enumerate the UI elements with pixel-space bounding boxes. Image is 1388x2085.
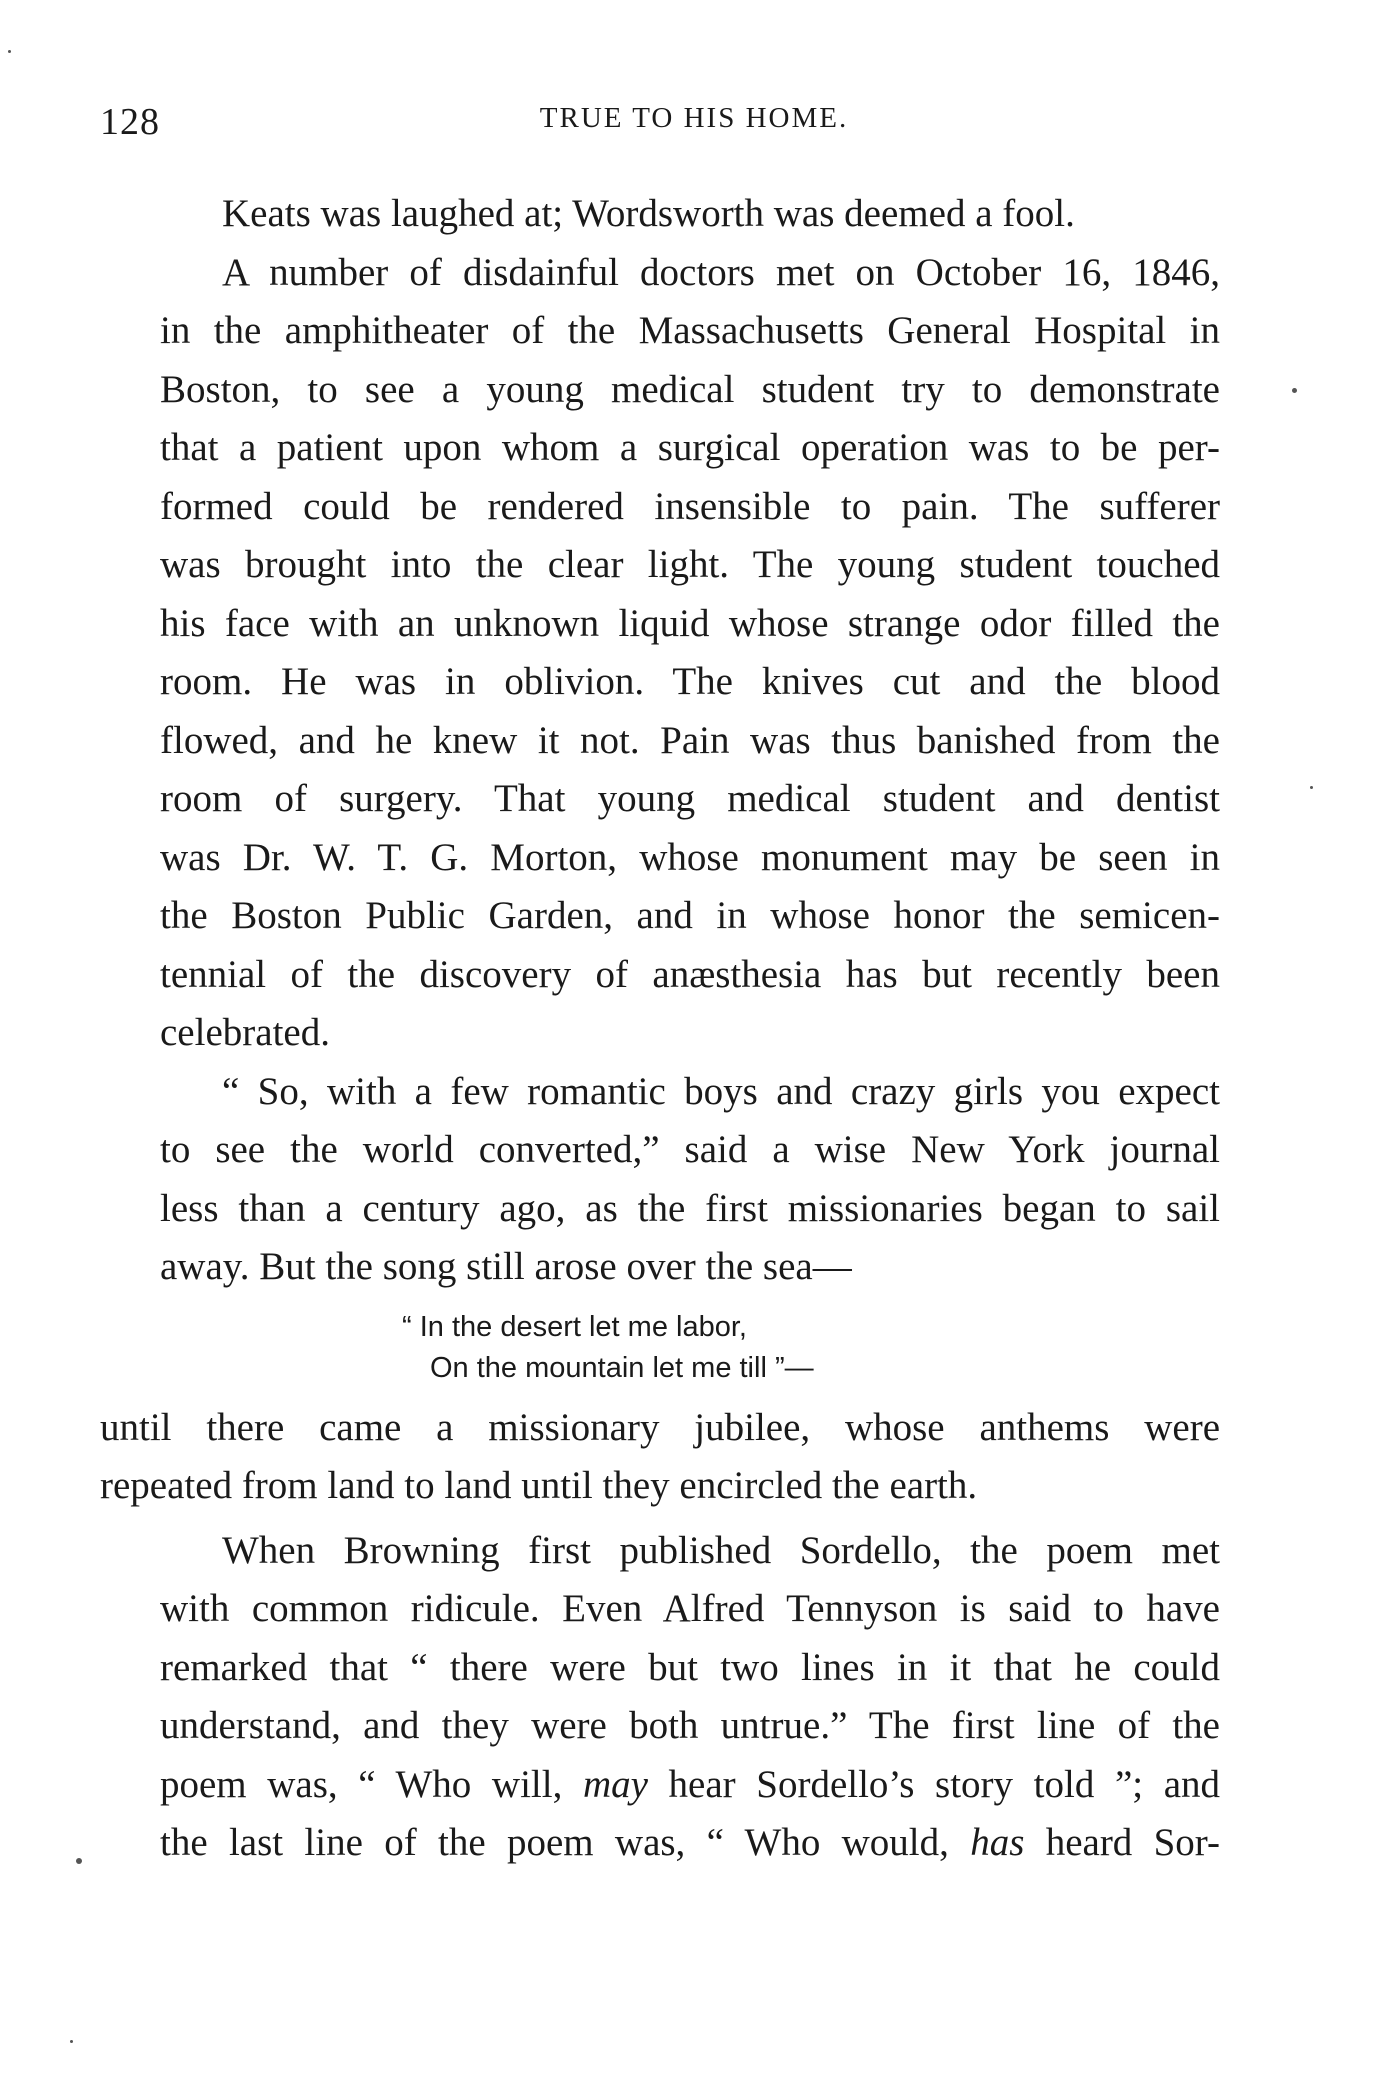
text-line: “ So, with a few romantic boys and crazy girls you expect bbox=[222, 1069, 1220, 1113]
text-line: was Dr. W. T. G. Morton, whose monument may be seen in bbox=[160, 835, 1220, 879]
text-line: the Boston Public Garden, and in whose honor the semicen- bbox=[160, 894, 1220, 937]
text-line: formed could be rendered insensible to pain. The sufferer bbox=[160, 484, 1220, 528]
text-line: Keats was laughed at; Wordsworth was deemed a fool. bbox=[222, 192, 1075, 235]
paragraph-continuation bbox=[100, 1399, 1220, 1516]
text-line: room. He was in oblivion. The knives cut and the blood bbox=[160, 660, 1220, 703]
text-line: in the amphitheater of the Massachusetts General Hospital in bbox=[160, 309, 1220, 352]
text-line: celebrated. bbox=[160, 1011, 330, 1054]
text-line: A number of disdainful doctors met on October 16, 1846, bbox=[222, 250, 1220, 294]
paragraph bbox=[100, 244, 1220, 1063]
text-line: that a patient upon whom a surgical operation was to be per- bbox=[160, 426, 1220, 469]
scan-speck bbox=[8, 50, 11, 53]
page-number: 128 bbox=[100, 101, 160, 143]
italic-word: has bbox=[970, 1821, 1025, 1864]
text-line: his face with an unknown liquid whose strange odor filled the bbox=[160, 601, 1220, 645]
text-line: When Browning first published Sordello, the poem met bbox=[222, 1528, 1220, 1572]
text-run: heard Sor- bbox=[1024, 1821, 1220, 1864]
text-run: the last line of the poem was, “ Who would, bbox=[160, 1821, 971, 1864]
scan-speck bbox=[76, 1858, 82, 1864]
verse-quotation bbox=[100, 1307, 1220, 1389]
text-run: hear Sordello’s story told ”; and bbox=[647, 1762, 1221, 1806]
text-line: away. But the song still arose over the sea— bbox=[160, 1245, 852, 1288]
text-line: Boston, to see a young medical student try to demonstrate bbox=[160, 367, 1220, 411]
paragraph bbox=[100, 185, 1220, 244]
text-line bbox=[100, 1756, 1220, 1815]
paragraph bbox=[100, 1063, 1220, 1297]
text-line: understand, and they were both untrue.” The first line of the bbox=[160, 1704, 1220, 1747]
text-line: with common ridicule. Even Alfred Tennyson is said to have bbox=[160, 1587, 1220, 1630]
italic-word: may bbox=[582, 1762, 648, 1806]
text-line: until there came a missionary jubilee, whose anthems were bbox=[100, 1405, 1220, 1449]
text-run: poem was, “ Who will, bbox=[160, 1762, 583, 1806]
text-line: tennial of the discovery of anæsthesia has but recently been bbox=[160, 952, 1220, 996]
text-line: less than a century ago, as the first missionaries began to sail bbox=[160, 1186, 1220, 1230]
running-title: TRUE TO HIS HOME. bbox=[539, 102, 849, 134]
text-line: room of surgery. That young medical student and dentist bbox=[160, 777, 1220, 820]
verse-line: On the mountain let me till ”— bbox=[430, 1351, 814, 1384]
text-line: remarked that “ there were but two lines in it that he could bbox=[160, 1645, 1220, 1689]
text-line: to see the world converted,” said a wise New York journal bbox=[160, 1128, 1220, 1171]
scan-speck bbox=[70, 2040, 73, 2043]
text-line: was brought into the clear light. The young student touched bbox=[160, 543, 1220, 586]
paragraph bbox=[100, 1522, 1220, 1873]
text-line: repeated from land to land until they encircled the earth. bbox=[100, 1464, 978, 1507]
body-text bbox=[100, 185, 1220, 1873]
text-line: flowed, and he knew it not. Pain was thus banished from the bbox=[160, 718, 1220, 762]
scan-speck bbox=[1292, 388, 1297, 393]
verse-line: “ In the desert let me labor, bbox=[402, 1310, 747, 1343]
text-line bbox=[100, 1814, 1220, 1873]
scan-speck bbox=[1310, 786, 1313, 789]
